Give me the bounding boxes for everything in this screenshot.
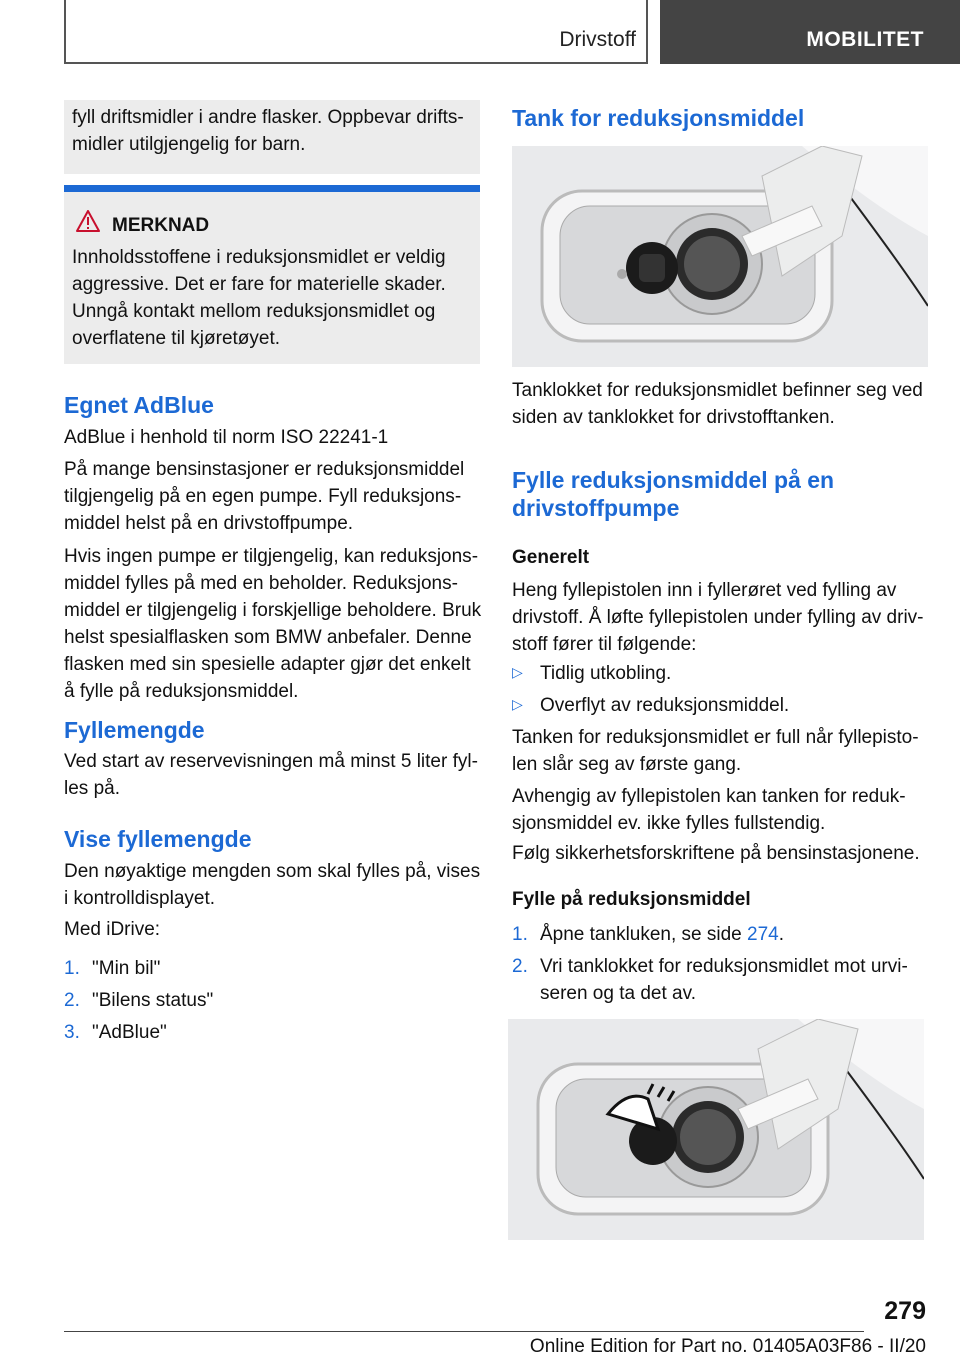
idrive-intro: Med iDrive: [64,919,161,940]
page-number: 279 [884,1297,926,1325]
list-item: 2. Vri tanklokket for reduksjonsmidlet mot urviseren og ta det av. [512,956,908,1004]
header-chapter-tab [660,0,960,64]
safety-text: Følg sikkerhetsforskriftene på bensinstasjonene. [512,843,920,864]
edition-text: Online Edition for Part no. 01405A03F86 - II/20 [529,1336,926,1357]
adblue-container: Hvis ingen pumpe er tilgjengelig, kan reduksjonsmiddel fylles på med en beholder. Reduksjonsmiddel er tilgjengelig i forskjellige beholdere. Bruk helst spesialflasken som BMW anbefaler. Denne flasken med sin spesielle adapter gjør det enkelt å fylle på reduksjonsmiddel. [64,546,482,702]
footer-rule [64,1331,864,1332]
notice-bar [64,185,480,192]
heading-refill: Fylle reduksjonsmiddel på en drivstoffpumpe [512,467,835,521]
heading-egnet-adblue: Egnet AdBlue [64,392,214,418]
heading-fyllemengde: Fyllemengde [64,717,205,743]
fill-amount-text: Ved start av reservevisningen må minst 5 liter fylles på. [64,751,478,799]
general-text: Heng fyllepistolen inn i fyllerøret ved fylling av drivstoff. Å løfte fyllepistolen under fylling av drivstoff fører til følgende: [512,580,924,655]
subheading-fylle: Fylle på reduksjonsmiddel [512,889,751,910]
list-item: 2. "Bilens status" [64,990,214,1011]
subheading-generelt: Generelt [512,547,590,568]
list-item: 1. Åpne tankluken, se side 274. [512,924,785,945]
heading-vise-fyllemengde: Vise fyllemengde [64,826,252,852]
show-amount-text: Den nøyaktige mengden som skal fylles på, vises i kontrolldisplayet. [64,861,481,909]
tank-cap-open-photo [508,1019,924,1240]
top-note: fyll driftsmidler i andre flasker. Oppbevar driftsmidler utilgjengelig for barn. [72,107,464,155]
full-text: Tanken for reduksjonsmidlet er full når fyllepistolen slår seg av første gang. [512,727,919,775]
list-item: ▷ Overflyt av reduksjonsmiddel. [512,695,790,716]
tank-location-text: Tanklokket for reduksjonsmidlet befinner seg ved siden av tanklokket for drivstofftanken. [512,380,923,428]
heading-tank: Tank for reduksjonsmiddel [512,105,805,131]
adblue-norm: AdBlue i henhold til norm ISO 22241-1 [64,427,389,448]
tank-cap-photo [512,146,928,367]
header-chapter: MOBILITET [806,28,924,51]
notice-title: MERKNAD [112,215,210,236]
header-section: Drivstoff [559,28,636,51]
list-item: 3. "AdBlue" [64,1022,167,1043]
list-item: ▷ Tidlig utkobling. [512,663,672,684]
list-item: 1. "Min bil" [64,958,161,979]
notice-text: Innholdsstoffene i reduksjonsmidlet er veldig aggressive. Det er fare for materielle skader. Unngå kontakt mellom reduksjonsmidlet og overflatene til kjøretøyet. [72,247,446,349]
page-link[interactable]: 274 [747,924,779,945]
adblue-stations: På mange bensinstasjoner er reduksjonsmiddel tilgjengelig på en egen pumpe. Fyll reduksjonsmiddel helst på en drivstoffpumpe. [64,459,465,534]
warning-icon [76,210,100,232]
nozzle-text: Avhengig av fyllepistolen kan tanken for reduksjonsmiddel ev. ikke fylles fullstendig. [512,786,906,834]
